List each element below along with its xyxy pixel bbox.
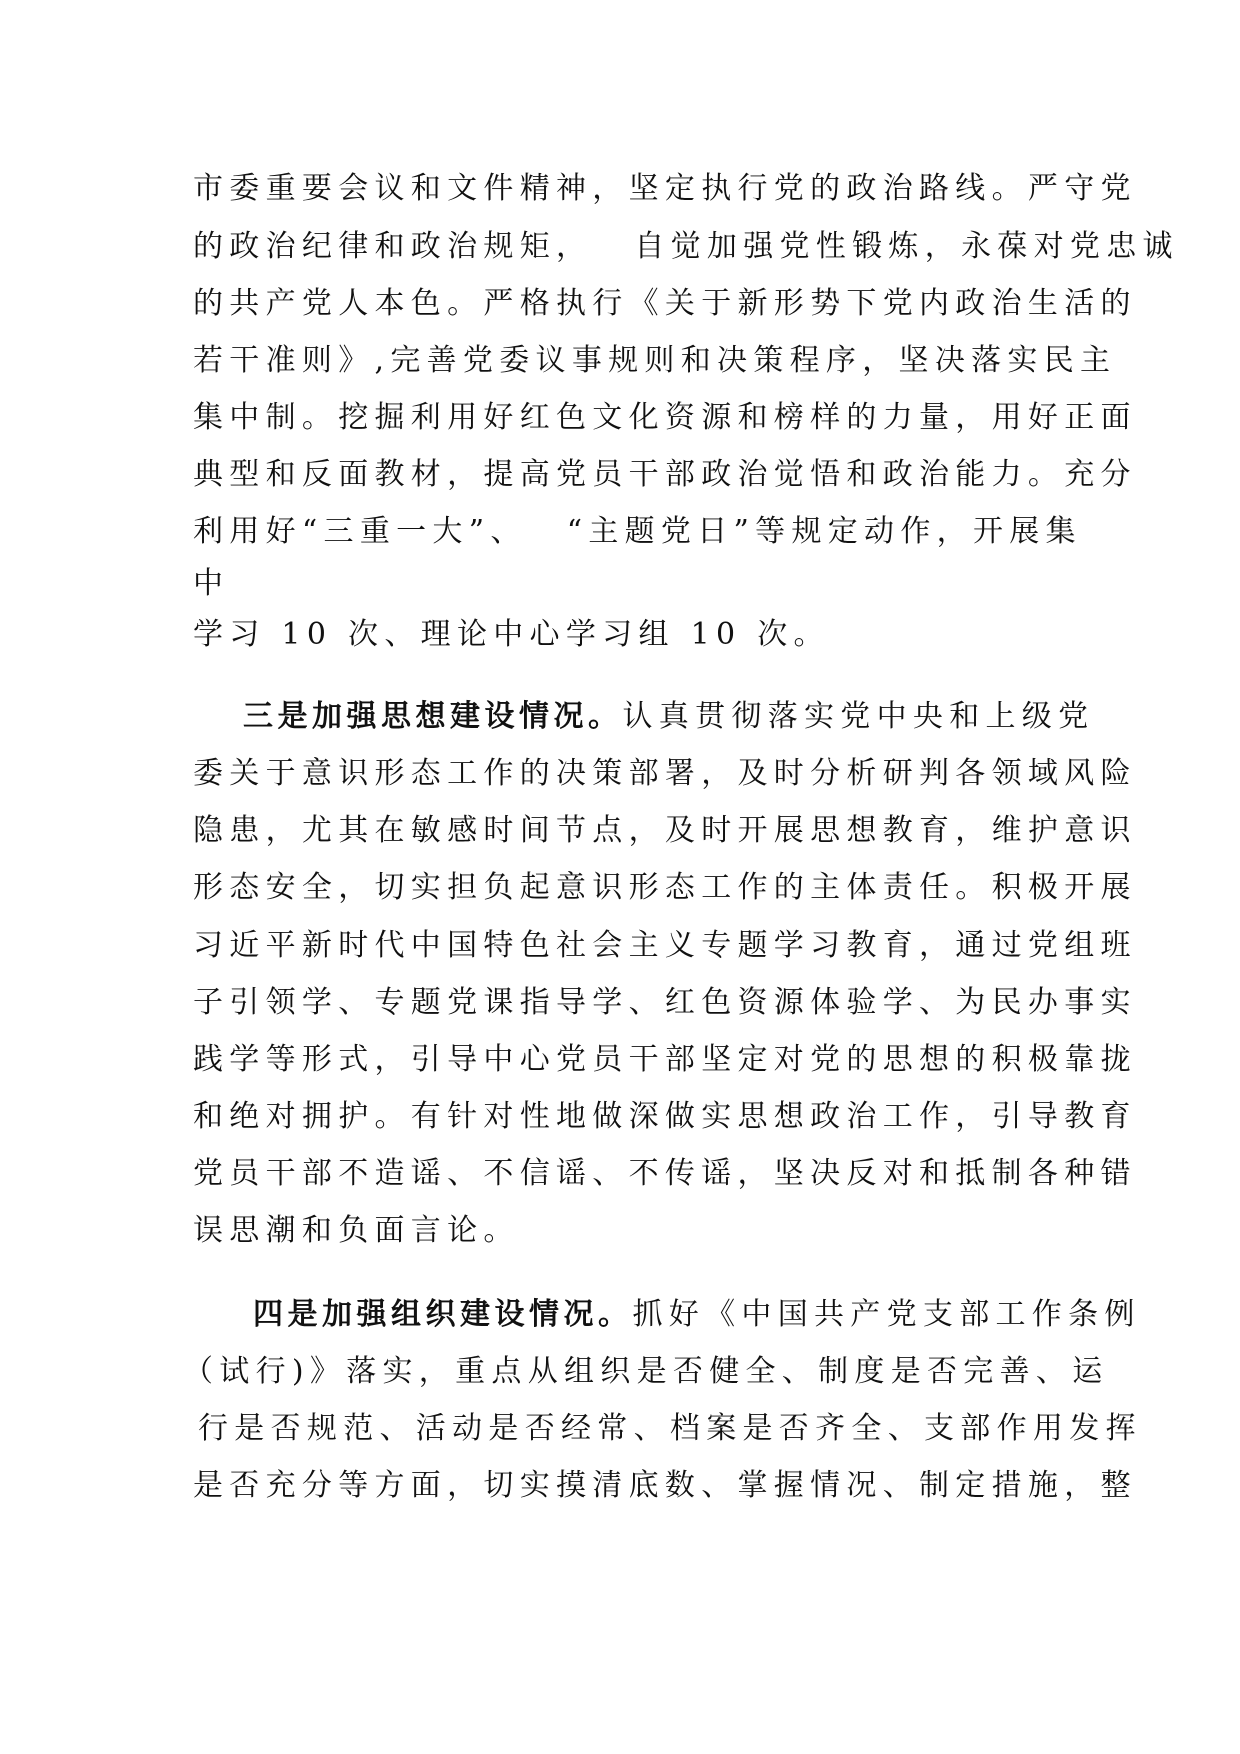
paragraph-line: （试行)》落实，重点从组织是否健全、制度是否完善、运 [183,1354,1109,1389]
text-fragment: 抓好《中国共产党支部工作条例 [632,1297,1141,1332]
paragraph-line: 的共产党人本色。严格执行《关于新形势下党内政治生活的 [193,286,1137,321]
text-fragment: 认真贯彻落实党中央和上级党 [622,699,1095,734]
paragraph-line: 是否充分等方面，切实摸清底数、掌握情况、制定措施，整 [193,1468,1137,1503]
paragraph-line: 委关于意识形态工作的决策部署，及时分析研判各领域风险 [193,756,1137,791]
paragraph-line: 子引领学、专题党课指导学、红色资源体验学、为民办事实 [193,985,1137,1020]
paragraph-line: 市委重要会议和文件精神，坚定执行党的政治路线。严守党 [193,171,1137,206]
paragraph-line: 习近平新时代中国特色社会主义专题学习教育，通过党组班 [193,928,1137,963]
paragraph-line: 误思潮和负面言论。 [193,1213,520,1248]
paragraph-line: 若干准则》,完善党委议事规则和决策程序，坚决落实民主 [193,343,1117,378]
paragraph-line: 集中制。挖掘利用好红色文化资源和榜样的力量，用好正面 [193,400,1137,435]
paragraph-line [193,503,1082,561]
paragraph-line [253,1286,1141,1344]
text-fragment: 自觉加强党性锻炼，永葆对党忠诚 [634,229,1179,264]
text-fragment: 利用好“三重一大”、 [193,514,527,549]
paragraph-line: 中 [193,566,230,601]
paragraph-line: 典型和反面教材，提高党员干部政治觉悟和政治能力。充分 [193,457,1137,492]
paragraph-line: 形态安全，切实担负起意识形态工作的主体责任。积极开展 [193,870,1137,905]
paragraph-line: 行是否规范、活动是否经常、档案是否齐全、支部作用发挥 [198,1411,1142,1446]
paragraph-line: 和绝对拥护。有针对性地做深做实思想政治工作，引导教育 [193,1099,1137,1134]
section-heading: 三是加强思想建设情况。 [243,699,623,734]
paragraph-line [193,218,1179,276]
text-fragment: “主题党日”等规定动作，开展集 [566,514,1082,549]
paragraph-line: 学习 10 次、理论中心学习组 10 次。 [193,617,830,652]
text-fragment: 的政治纪律和政治规矩， [193,229,593,264]
paragraph-line: 隐患，尤其在敏感时间节点，及时开展思想教育，维护意识 [193,813,1137,848]
paragraph-line [243,688,1095,746]
paragraph-line: 党员干部不造谣、不信谣、不传谣，坚决反对和抵制各种错 [193,1156,1137,1191]
paragraph-line: 践学等形式，引导中心党员干部坚定对党的思想的积极靠拢 [193,1042,1137,1077]
section-heading: 四是加强组织建设情况。 [253,1297,633,1332]
